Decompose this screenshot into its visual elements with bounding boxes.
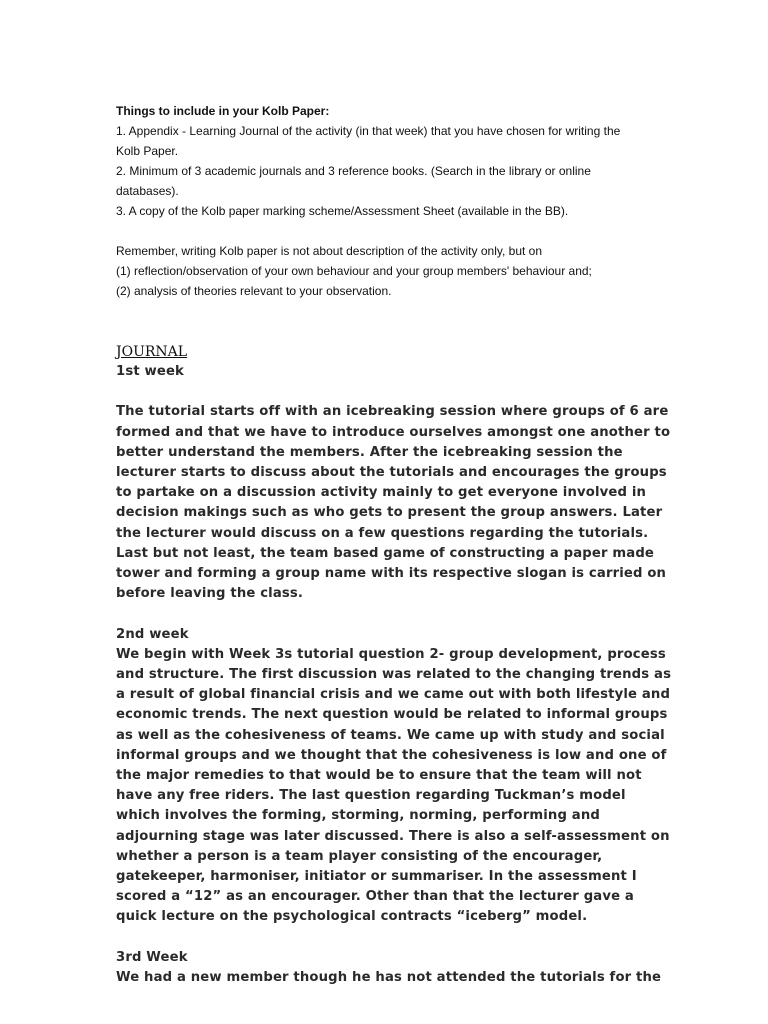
- week-paragraph: [116, 402, 671, 604]
- reminder-line: (2) analysis of theories relevant to your observation.: [116, 284, 392, 298]
- paragraph-line: before leaving the class.: [116, 586, 304, 602]
- paragraph-line: the major remedies to that would be to ensure that the team will not: [116, 768, 642, 784]
- week-label: 2nd week: [116, 626, 189, 642]
- paragraph-line: adjourning stage was later discussed. There is also a self-assessment on: [116, 828, 670, 844]
- instruction-line: 2. Minimum of 3 academic journals and 3 reference books. (Search in the library or online: [116, 164, 591, 178]
- paragraph-line: and structure. The first discussion was related to the changing trends as: [116, 667, 672, 683]
- paragraph-line: We had a new member though he has not attended the tutorials for the: [116, 970, 662, 986]
- paragraph-line: have any free riders. The last question regarding Tuckman’s model: [116, 788, 626, 804]
- journal-title: JOURNAL: [116, 344, 188, 360]
- paragraph-line: economic trends. The next question would be related to informal groups: [116, 707, 668, 723]
- paragraph-line: the lecturer would discuss on a few questions regarding the tutorials.: [116, 525, 649, 541]
- journal-section: [116, 342, 672, 988]
- paragraph-line: formed and that we have to introduce ourselves amongst one another to: [116, 424, 671, 440]
- paragraph-line: scored a “12” as an encourager. Other than that the lecturer gave a: [116, 889, 634, 905]
- kolb-instructions: [116, 101, 676, 301]
- week-paragraph: [116, 645, 672, 928]
- paragraph-line: gatekeeper, harmoniser, initiator or summariser. In the assessment I: [116, 869, 637, 885]
- paragraph-line: lecturer starts to discuss about the tutorials and encourages the groups: [116, 465, 667, 480]
- instruction-line: 1. Appendix - Learning Journal of the activity (in that week) that you have chosen for writing the: [116, 124, 621, 138]
- paragraph-line: We begin with Week 3s tutorial question 2- group development, process: [116, 646, 666, 662]
- paragraph-line: informal groups and we thought that the cohesiveness is low and one of: [116, 747, 667, 763]
- instruction-line: Kolb Paper.: [116, 144, 179, 158]
- paragraph-line: tower and forming a group name with its respective slogan is carried on: [116, 566, 667, 582]
- paragraph-line: better understand the members. After the icebreaking session the: [116, 444, 623, 460]
- reminder-line: (1) reflection/observation of your own behaviour and your group members' behaviour and;: [116, 264, 592, 278]
- paragraph-line: decision makings such as who gets to present the group answers. Later: [116, 505, 663, 521]
- week-paragraph: [116, 968, 662, 988]
- paragraph-line: to partake on a discussion activity mainly to get everyone involved in: [116, 485, 647, 501]
- week-label: 3rd Week: [116, 949, 188, 965]
- paragraph-line: whether a person is a team player consisting of the encourager,: [116, 848, 603, 864]
- paragraph-line: which involves the forming, storming, norming, performing and: [116, 808, 600, 824]
- paragraph-line: The tutorial starts off with an icebreaking session where groups of 6 are: [116, 404, 669, 420]
- instruction-line: 3. A copy of the Kolb paper marking scheme/Assessment Sheet (available in the BB).: [116, 204, 569, 218]
- paragraph-line: a result of global financial crisis and we came out with both lifestyle and: [116, 687, 671, 703]
- week-label: 1st week: [116, 364, 184, 379]
- paragraph-line: Last but not least, the team based game of constructing a paper made: [116, 545, 655, 561]
- paragraph-line: as well as the cohesiveness of teams. We came up with study and social: [116, 727, 665, 743]
- instructions-heading: Things to include in your Kolb Paper:: [116, 104, 330, 118]
- paragraph-line: quick lecture on the psychological contracts “iceberg” model.: [116, 909, 588, 925]
- journal-weeks: [116, 362, 672, 988]
- reminder-line: Remember, writing Kolb paper is not about description of the activity only, but on: [116, 244, 543, 258]
- instruction-line: databases).: [116, 184, 179, 198]
